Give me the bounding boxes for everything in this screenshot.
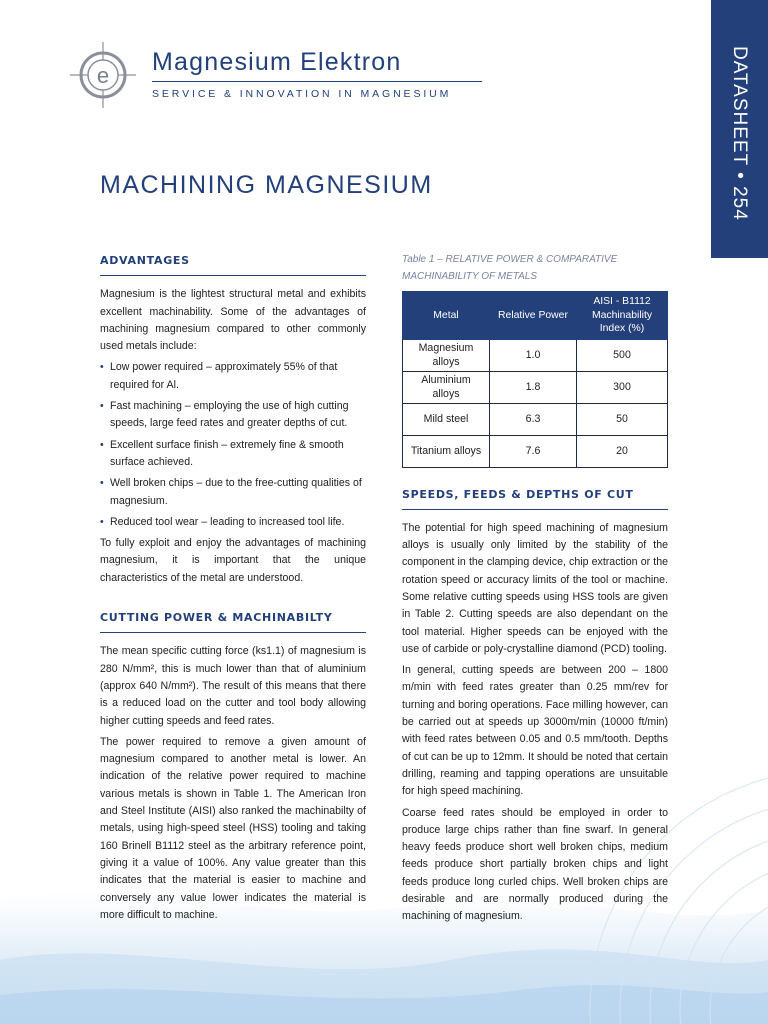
- brand-tagline: SERVICE & INNOVATION IN MAGNESIUM: [152, 88, 452, 100]
- list-item: • Fast machining – employing the use of high cutting speeds, large feed rates and greater depths of cut.: [100, 398, 366, 433]
- cutting-power-paragraph-2: The power required to remove a given amount of magnesium compared to another metal is lower. An indication of the relative power required to machine various metals is shown in Table 1. The American Iron and Steel Institute (AISI) also ranked the machinabilty of metals, using high-speed steel (HSS) tooling and taking 160 Brinell B1112 steel as the arbitrary reference point, giving it a value of 100%. Any value greater than this indicates that the material is easier to machine and conversely any value lower indicates the material is more difficult to machine.: [100, 735, 366, 921]
- speeds-paragraph-1: The potential for high speed machining of magnesium alloys is usually only limited by the stability of the component in the clamping device, chip extraction or the rotation speed or accuracy limits of the tool or machine. Some relative cutting speeds using HSS tools are given in Table 2. Cutting speeds are also dependant on the tool material. Higher speeds can be enjoyed with the use of carbide or poly-crystalline diamond (PCD) tooling.: [402, 521, 668, 655]
- list-item: • Low power required – approximately 55% of that required for Al.: [100, 359, 366, 394]
- speeds-feeds-heading: SPEEDS, FEEDS & DEPTHS OF CUT: [402, 486, 668, 510]
- table-header-relative-power: Relative Power: [490, 292, 577, 340]
- advantages-heading: ADVANTAGES: [100, 252, 366, 276]
- table-row: [403, 339, 668, 371]
- table-cell: 500: [577, 339, 668, 371]
- table-cell: Magnesium alloys: [403, 339, 490, 371]
- table-cell: 1.0: [490, 339, 577, 371]
- table-cell: 6.3: [490, 403, 577, 435]
- table-cell: Aluminium alloys: [403, 371, 490, 403]
- table-1-caption-line-2: MACHINABILITY OF METALS: [402, 271, 538, 282]
- advantages-intro: Magnesium is the lightest structural metal and exhibits excellent machinability. Some of the advantages of machining magnesium compared to other commonly used metals include:: [100, 288, 366, 353]
- list-item: • Excellent surface finish – extremely fine & smooth surface achieved.: [100, 437, 366, 472]
- machinability-table: [402, 291, 668, 468]
- table-row: [403, 435, 668, 467]
- magnesium-elektron-logo-icon: [70, 42, 136, 108]
- page-title: MACHINING MAGNESIUM: [100, 171, 433, 199]
- table-cell: Mild steel: [403, 403, 490, 435]
- datasheet-side-tab: [711, 0, 768, 258]
- list-item: • Reduced tool wear – leading to increased tool life.: [100, 514, 366, 531]
- datasheet-number: DATASHEET • 254: [729, 46, 750, 221]
- table-row: [403, 371, 668, 403]
- speeds-paragraph-2: In general, cutting speeds are between 200 – 1800 m/min with feed rates greater than 0.25 mm/rev for turning and boring operations. Face milling however, can be carried out at speeds up 3000m/min (10000 ft/min) with feed rates between 0.05 and 0.5 mm/tooth. Depths of cut can be up to 12mm. It should be noted that certain drilling, reaming and tapping operations are unsuitable for high speed machining.: [402, 664, 668, 798]
- table-cell: 300: [577, 371, 668, 403]
- cutting-power-paragraph-1: The mean specific cutting force (ks1.1) of magnesium is 280 N/mm², this is much lower than that of aluminium (approx 640 N/mm²). The result of this means that there is a reduced load on the cutter and tool body allowing higher cutting speeds and feed rates.: [100, 645, 366, 727]
- table-header-metal: Metal: [403, 292, 490, 340]
- table-1-caption: [402, 251, 668, 285]
- right-column: [402, 252, 668, 930]
- logo-letter: e: [96, 63, 110, 88]
- advantages-outro: To fully exploit and enjoy the advantages of machining magnesium, it is important that the unique characteristics of the metal are understood.: [100, 537, 366, 584]
- cutting-power-heading: CUTTING POWER & MACHINABILTY: [100, 609, 366, 633]
- brand-name: Magnesium Elektron: [152, 48, 402, 76]
- table-cell: Titanium alloys: [403, 435, 490, 467]
- table-cell: 50: [577, 403, 668, 435]
- speeds-paragraph-3: Coarse feed rates should be employed in order to produce large chips rather than fine swarf. In general heavy feeds produce short well broken chips, medium feeds produce short partially broken chips and light feeds produce long curled chips. Well broken chips are desirable and are normally produced during the machining of magnesium.: [402, 806, 668, 923]
- table-cell: 20: [577, 435, 668, 467]
- table-1-caption-line-1: Table 1 – RELATIVE POWER & COMPARATIVE: [402, 254, 618, 265]
- table-header-machinability-index: AISI - B1112 Machinability Index (%): [577, 292, 668, 340]
- table-cell: 7.6: [490, 435, 577, 467]
- list-item: • Well broken chips – due to the free-cutting qualities of magnesium.: [100, 475, 366, 510]
- advantages-list: [100, 359, 366, 531]
- left-column: [100, 252, 366, 928]
- table-header-row: [403, 292, 668, 340]
- table-cell: 1.8: [490, 371, 577, 403]
- table-row: [403, 403, 668, 435]
- brand-divider: [152, 81, 482, 82]
